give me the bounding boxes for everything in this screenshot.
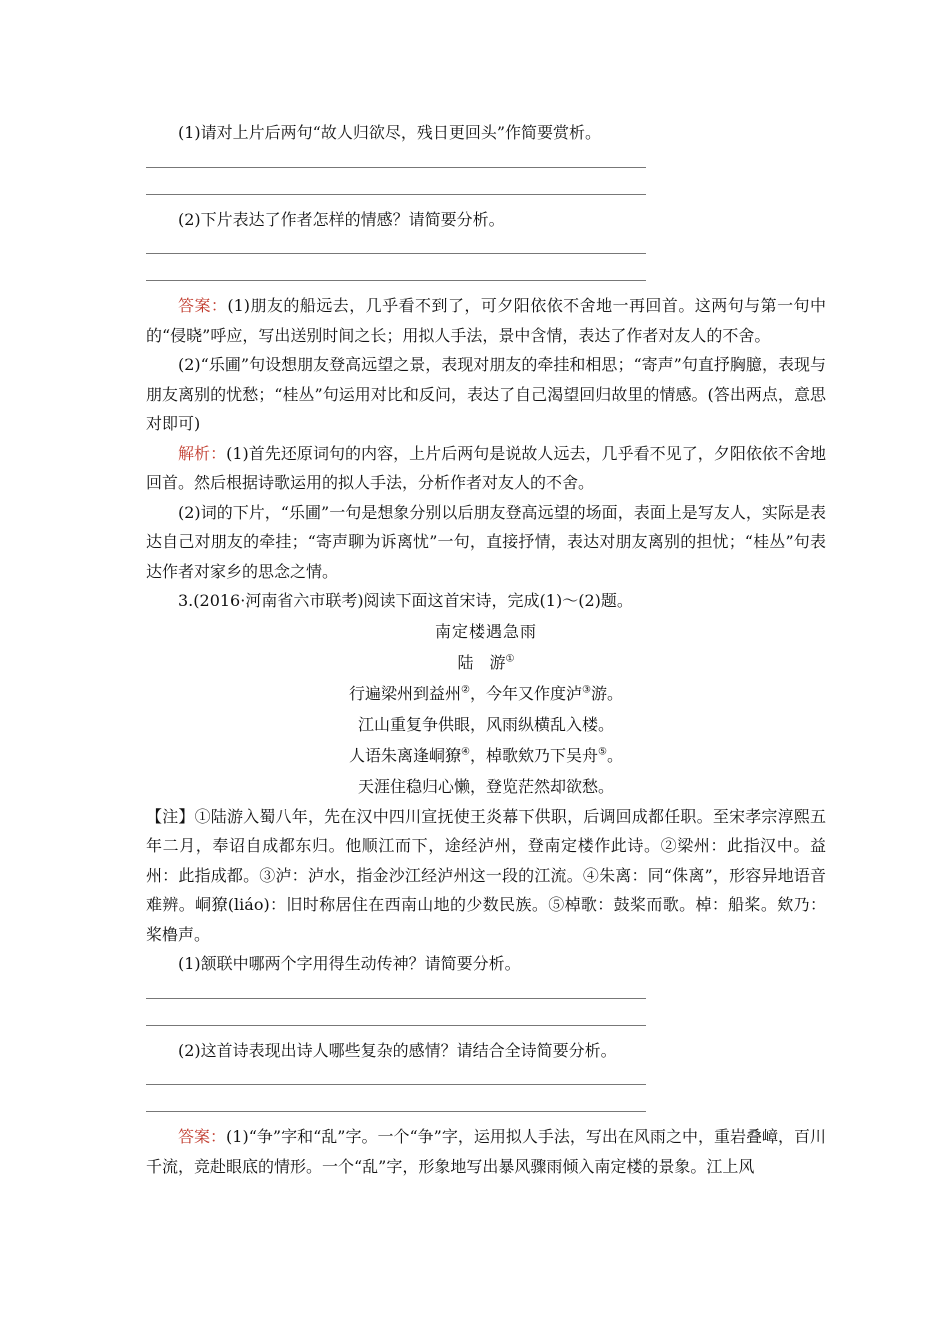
q2-analysis-2: (2)词的下片，“乐圃”一句是想象分别以后朋友登高远望的场面，表面上是写友人，实际是表达自己对朋友的牵挂；“寄声聊为诉离忧”一句，直接抒情，表达对朋友离别的担忧；“桂丛”句表达作者对家乡的思念之情。 bbox=[146, 502, 826, 581]
answer-line bbox=[146, 253, 646, 254]
answer-line bbox=[146, 194, 646, 195]
answer-line bbox=[146, 1111, 646, 1112]
answer-lines bbox=[146, 1065, 826, 1122]
q2-analysis-1-text: (1)首先还原词句的内容，上片后两句是说故人远去，几乎看不见了，夕阳依依不舍地回首。然后根据诗歌运用的拟人手法，分析作者对友人的不舍。 bbox=[146, 443, 826, 492]
q3-answer-1-text: (1)“争”字和“乱”字。一个“争”字，运用拟人手法，写出在风雨之中，重岩叠嶂，百川千流，竞赴眼底的情形。一个“乱”字，形象地写出暴风骤雨倾入南定楼的景象。江上风 bbox=[146, 1127, 826, 1176]
answer-lines bbox=[146, 234, 826, 291]
footnote-mark: ② bbox=[461, 684, 470, 696]
poem-title: 南定楼遇急雨 bbox=[434, 621, 537, 641]
q3-stem: 3.(2016·河南省六市联考)阅读下面这首宋诗，完成(1)～(2)题。 bbox=[178, 591, 633, 610]
q3-subquestion-2: (2)这首诗表现出诗人哪些复杂的感情？请结合全诗简要分析。 bbox=[178, 1040, 617, 1060]
poem bbox=[146, 616, 826, 802]
answer-line bbox=[146, 1025, 646, 1026]
q2-subquestion-1: (1)请对上片后两句“故人归欲尽，残日更回头”作简要赏析。 bbox=[178, 123, 602, 142]
answer-line bbox=[146, 998, 646, 999]
footnote-mark: ③ bbox=[582, 684, 591, 696]
poem-line-4: 天涯住稳归心懒，登览茫然却欲愁。 bbox=[357, 776, 614, 796]
q2-answer-2: (2)“乐圃”句设想朋友登高远望之景，表现对朋友的牵挂和相思；“寄声”句直抒胸臆，表现与朋友离别的忧愁；“桂丛”句运用对比和反问，表达了自己渴望回归故里的情感。(答出两点，意思对即可) bbox=[146, 355, 826, 433]
q2-answer-1-text: (1)朋友的船远去，几乎看不到了，可夕阳依依不舍地一再回首。这两句与第一句中的“侵晓”呼应，写出送别时间之长；用拟人手法，景中含情，表达了作者对友人的不舍。 bbox=[146, 296, 826, 345]
answer-label: 答案： bbox=[178, 296, 228, 315]
answer-lines bbox=[146, 148, 826, 205]
poem-author bbox=[146, 647, 826, 678]
poem-line-3-part: 。 bbox=[606, 745, 623, 765]
answer-line bbox=[146, 1084, 646, 1085]
footnote-mark: ⑤ bbox=[598, 746, 607, 758]
poem-line-1-part: ，今年又作度泸 bbox=[469, 683, 582, 703]
poem-line-3 bbox=[146, 740, 826, 771]
footnote-mark: ④ bbox=[461, 746, 470, 758]
analysis-label: 解析： bbox=[178, 443, 227, 463]
answer-label: 答案： bbox=[178, 1127, 227, 1146]
document-page bbox=[146, 118, 826, 1181]
answer-line bbox=[146, 280, 646, 281]
footnote-mark: ① bbox=[505, 653, 515, 665]
answer-line bbox=[146, 167, 646, 168]
poem-line-1 bbox=[146, 678, 826, 709]
poem-line-3-part: 人语朱离逢峒獠 bbox=[349, 745, 462, 765]
q3-answer-1 bbox=[146, 1122, 826, 1181]
poem-line-1-part: 游。 bbox=[590, 683, 623, 703]
poem-line-2: 江山重复争供眼，风雨纵横乱入楼。 bbox=[357, 714, 614, 734]
poem-notes: 【注】①陆游入蜀八年，先在汉中四川宣抚使王炎幕下供职，后调回成都任职。至宋孝宗淳熙五年二月，奉诏自成都东归。他顺江而下，途经泸州，登南定楼作此诗。②梁州：此指汉中。益州：此指成都。③泸：泸水，指金沙江经泸州这一段的江流。④朱离：同“侏离”，形容异地语音难辨。峒獠(liáo)：旧时称居住在西南山地的少数民族。⑤棹歌：鼓桨而歌。棹：船桨。欸乃：桨橹声。 bbox=[146, 806, 826, 944]
q2-subquestion-2: (2)下片表达了作者怎样的情感？请简要分析。 bbox=[178, 209, 505, 229]
poem-line-3-part: ，棹歌欸乃下吴舟 bbox=[469, 745, 598, 765]
q3-subquestion-1: (1)颔联中哪两个字用得生动传神？请简要分析。 bbox=[178, 954, 521, 973]
answer-lines bbox=[146, 979, 826, 1036]
poem-author-name: 陆 游 bbox=[457, 652, 506, 672]
q2-analysis-1 bbox=[146, 439, 826, 498]
poem-line-1-part: 行遍梁州到益州 bbox=[349, 683, 462, 703]
q2-answer-1 bbox=[146, 291, 826, 350]
